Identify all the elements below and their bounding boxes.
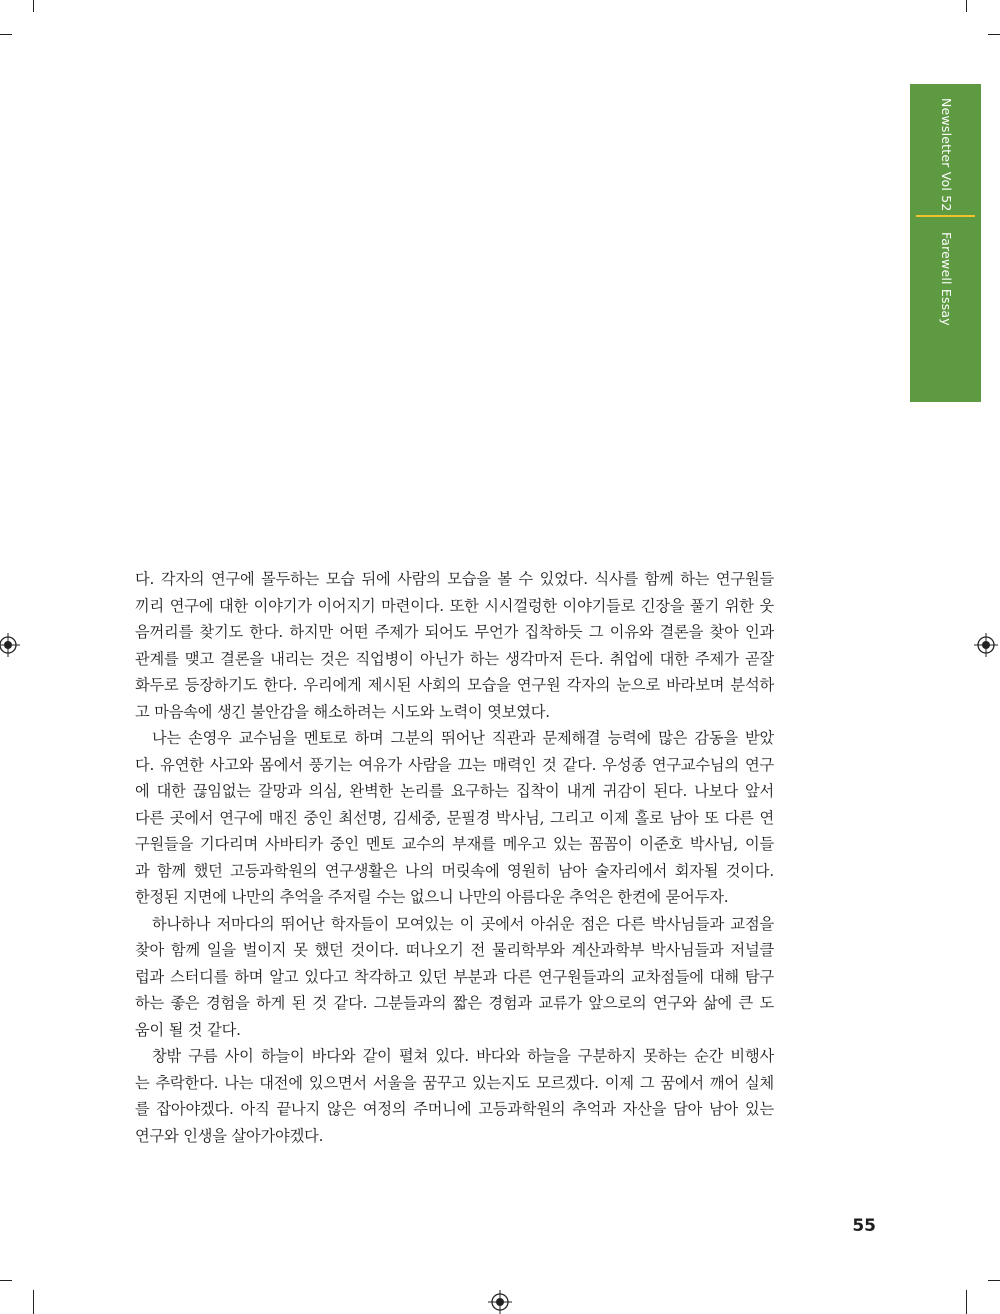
crop-mark-bottom-right	[966, 1290, 967, 1314]
section-side-tab	[910, 84, 981, 402]
text-line: 하나하나 저마다의 뛰어난 학자들이 모여있는 이 곳에서 아쉬운 점은 다른 박사님들과 교점을	[152, 914, 774, 933]
text-line: 구원들을 기다리며 사바티카 중인 멘토 교수의 부재를 메우고 있는 꼼꼼이 이준호 박사님, 이들	[135, 835, 774, 853]
essay-body	[135, 566, 774, 1149]
crop-mark-bottom-right-h	[988, 1280, 1000, 1281]
text-line: 한정된 지면에 나만의 추억을 주저릴 수는 없으니 나만의 아름다운 추억은 한켠에 묻어두자.	[135, 888, 729, 906]
text-line: 를 잡아야겠다. 아직 끝나지 않은 여정의 주머니에 고등과학원의 추억과 자산을 담아 남아 있는	[135, 1100, 774, 1118]
text-line: 나는 손영우 교수님을 멘토로 하며 그분의 뛰어난 직관과 문제해결 능력에 많은 감동을 받았	[152, 729, 774, 747]
text-line: 연구와 인생을 살아가야겠다.	[135, 1126, 324, 1145]
crop-mark-bottom-left	[33, 1290, 34, 1314]
crop-mark-top-left	[33, 0, 34, 12]
registration-mark-left	[0, 633, 20, 657]
paragraph	[135, 566, 774, 725]
text-line: 하는 좋은 경험을 하게 된 것 같다. 그분들과의 짧은 경험과 교류가 앞으로의 연구와 삶에 큰 도	[135, 994, 774, 1012]
publication-label: Newsletter Vol 52	[939, 98, 954, 212]
section-label: Farewell Essay	[939, 232, 954, 326]
text-line: 다른 곳에서 연구에 매진 중인 최선명, 김세중, 문필경 박사님, 그리고 이제 홀로 남아 또 다른 연	[135, 808, 774, 827]
text-line: 다. 각자의 연구에 몰두하는 모습 뒤에 사람의 모습을 볼 수 있었다. 식사를 함께 하는 연구원들	[135, 570, 774, 588]
text-line: 음꺼리를 찾기도 한다. 하지만 어떤 주제가 되어도 무언가 집착하듯 그 이유와 결론을 찾아 인과	[135, 623, 774, 641]
text-line: 럽과 스터디를 하며 알고 있다고 착각하고 있던 부분과 다른 연구원들과의 교차점들에 대해 탐구	[135, 967, 774, 986]
registration-mark-right	[974, 633, 998, 657]
page-number: 55	[852, 1216, 876, 1236]
text-line: 끼리 연구에 대한 이야기가 이어지기 마련이다. 또한 시시껄렁한 이야기들로 긴장을 풀기 위한 웃	[135, 596, 774, 615]
paragraph	[135, 1043, 774, 1149]
text-line: 다. 유연한 사고와 몸에서 풍기는 여유가 사람을 끄는 매력인 것 같다. 우성종 연구교수님의 연구	[135, 755, 774, 774]
crop-mark-top-left-h	[0, 34, 12, 35]
text-line: 에 대한 끊임없는 갈망과 의심, 완벽한 논리를 요구하는 집착이 내게 귀감이 된다. 나보다 앞서	[135, 782, 774, 800]
crop-mark-top-right-h	[988, 34, 1000, 35]
text-line: 관계를 맺고 결론을 내리는 것은 직업병이 아닌가 하는 생각마저 든다. 취업에 대한 주제가 곧잘	[135, 649, 774, 668]
crop-mark-top-right	[966, 0, 967, 12]
registration-mark-bottom	[488, 1290, 512, 1314]
tab-divider	[916, 215, 975, 217]
text-line: 찾아 함께 일을 벌이지 못 했던 것이다. 떠나오기 전 물리학부와 계산과학부 박사님들과 저널클	[135, 941, 774, 959]
text-line: 과 함께 했던 고등과학원의 연구생활은 나의 머릿속에 영원히 남아 술자리에서 회자될 것이다.	[135, 861, 774, 880]
text-line: 움이 될 것 같다.	[135, 1020, 241, 1039]
text-line: 는 추락한다. 나는 대전에 있으면서 서울을 꿈꾸고 있는지도 모르겠다. 이제 그 꿈에서 깨어 실체	[135, 1073, 774, 1092]
text-line: 화두로 등장하기도 한다. 우리에게 제시된 사회의 모습을 연구원 각자의 눈으로 바라보며 분석하	[135, 676, 774, 694]
paragraph	[135, 725, 774, 911]
crop-mark-bottom-left-h	[0, 1280, 12, 1281]
text-line: 창밖 구름 사이 하늘이 바다와 같이 펼쳐 있다. 바다와 하늘을 구분하지 못하는 순간 비행사	[152, 1047, 774, 1065]
paragraph	[135, 911, 774, 1044]
text-line: 고 마음속에 생긴 불안감을 해소하려는 시도와 노력이 엿보였다.	[135, 702, 550, 721]
